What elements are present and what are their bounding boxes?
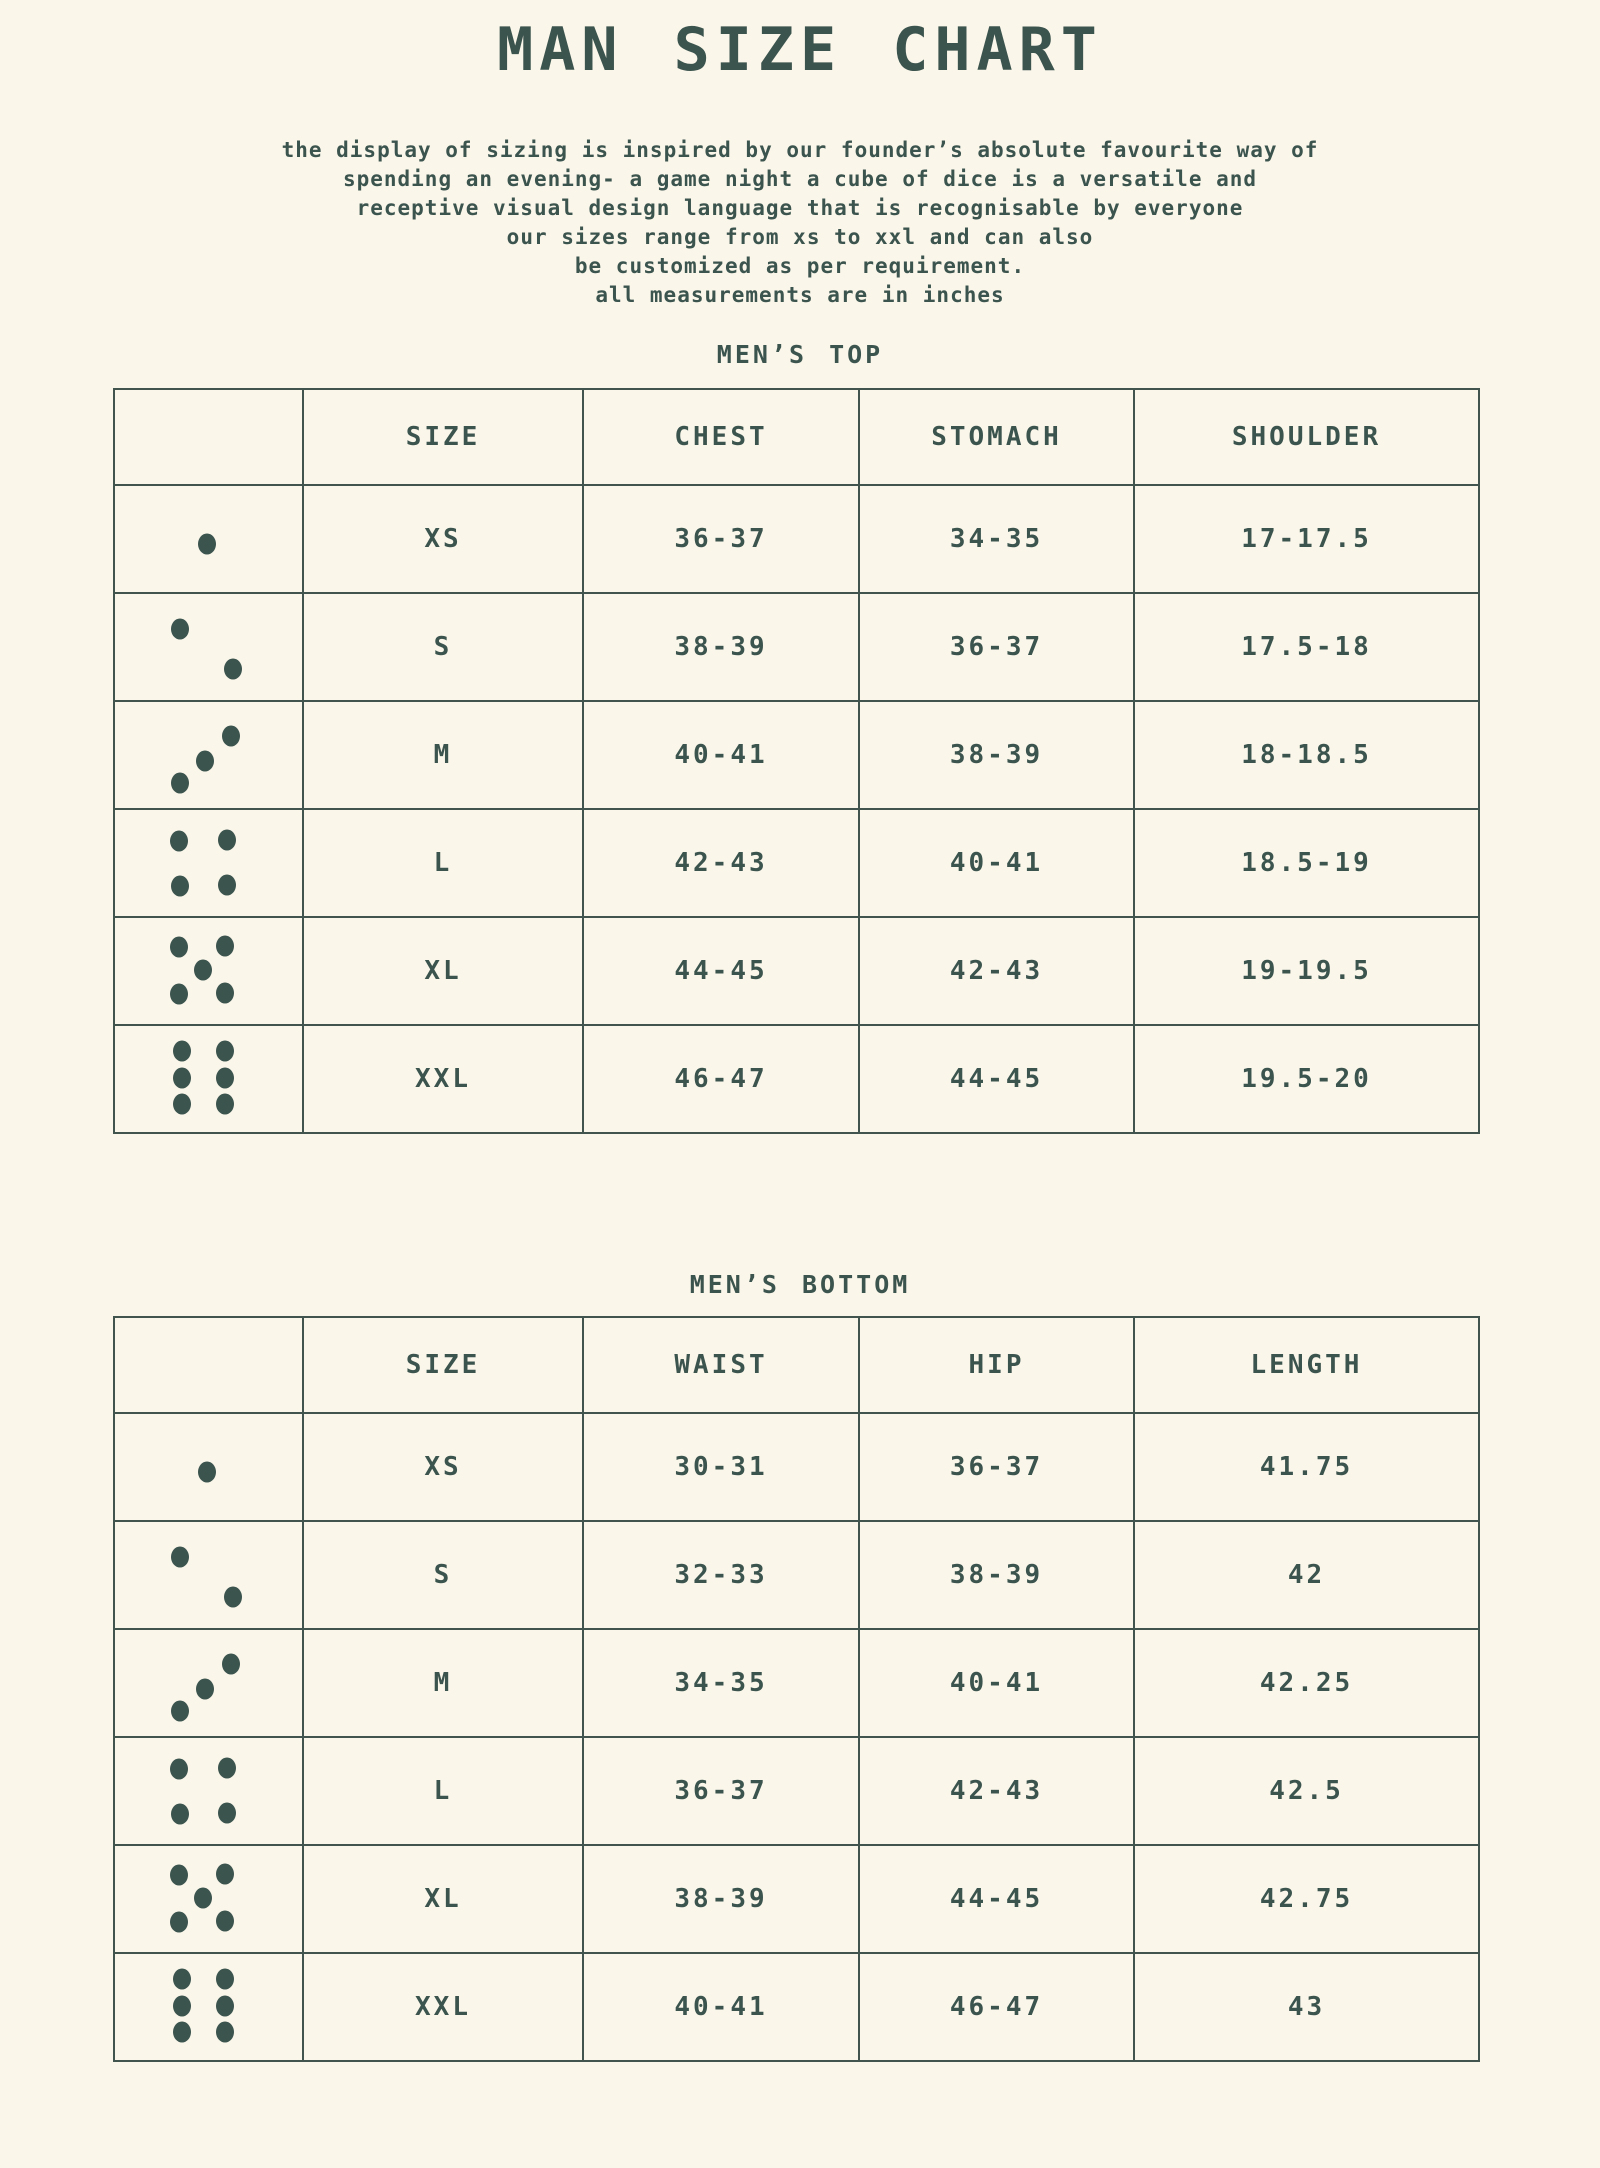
column-header-hip: HIP	[859, 1317, 1134, 1413]
value-cell: 44-45	[583, 917, 859, 1025]
table-heading: MEN’S BOTTOM	[689, 1270, 911, 1299]
table-row-xl	[114, 1845, 1479, 1953]
value-cell: 38-39	[859, 701, 1134, 809]
table-row-m	[114, 701, 1479, 809]
value-cell: 36-37	[583, 1737, 859, 1845]
intro-line: all measurements are in inches	[595, 283, 1005, 307]
dice-4-icon	[115, 810, 302, 916]
value-cell: 43	[1134, 1953, 1479, 2061]
value-cell: 19-19.5	[1134, 917, 1479, 1025]
value-cell: 42.75	[1134, 1845, 1479, 1953]
dice-dot	[216, 1995, 234, 2016]
dice-dot	[194, 1887, 212, 1908]
dice-3-icon	[115, 702, 302, 808]
dice-dot	[173, 2022, 191, 2043]
value-cell: 42.5	[1134, 1737, 1479, 1845]
dice-dot	[198, 534, 216, 555]
dice-dot	[224, 659, 242, 680]
table-row-l	[114, 809, 1479, 917]
dice-cell	[114, 1737, 303, 1845]
table-row-xl	[114, 917, 1479, 1025]
value-cell: 18-18.5	[1134, 701, 1479, 809]
size-cell: L	[303, 809, 583, 917]
dice-cell	[114, 485, 303, 593]
size-cell: XL	[303, 1845, 583, 1953]
dice-dot	[171, 1546, 189, 1567]
dice-dot	[171, 1700, 189, 1721]
dice-1-icon	[115, 486, 302, 592]
dice-2-icon	[115, 1522, 302, 1628]
table-row-s	[114, 1521, 1479, 1629]
dice-cell	[114, 701, 303, 809]
dice-dot	[194, 959, 212, 980]
dice-dot	[171, 876, 189, 897]
dice-cell	[114, 1629, 303, 1737]
table-row-l	[114, 1737, 1479, 1845]
dice-dot	[224, 1587, 242, 1608]
dice-dot	[173, 1995, 191, 2016]
value-cell: 18.5-19	[1134, 809, 1479, 917]
value-cell: 34-35	[859, 485, 1134, 593]
dice-4-icon	[115, 1738, 302, 1844]
value-cell: 42.25	[1134, 1629, 1479, 1737]
dice-dot	[216, 1911, 234, 1932]
value-cell: 42-43	[859, 917, 1134, 1025]
table-row-m	[114, 1629, 1479, 1737]
value-cell: 46-47	[859, 1953, 1134, 2061]
dice-dot	[173, 1094, 191, 1115]
dice-cell	[114, 917, 303, 1025]
value-cell: 19.5-20	[1134, 1025, 1479, 1133]
dice-dot	[218, 1803, 236, 1824]
intro-line: spending an evening- a game night a cube of dice is a versatile and	[342, 167, 1258, 191]
value-cell: 34-35	[583, 1629, 859, 1737]
value-cell: 30-31	[583, 1413, 859, 1521]
size-cell: XL	[303, 917, 583, 1025]
dice-dot	[222, 725, 240, 746]
value-cell: 44-45	[859, 1025, 1134, 1133]
value-cell: 40-41	[859, 1629, 1134, 1737]
dice-dot	[216, 1863, 234, 1884]
dice-6-icon	[115, 1954, 302, 2060]
size-cell: S	[303, 593, 583, 701]
dice-dot	[170, 984, 188, 1005]
value-cell: 36-37	[583, 485, 859, 593]
value-cell: 40-41	[583, 701, 859, 809]
value-cell: 17-17.5	[1134, 485, 1479, 593]
size-table	[113, 388, 1480, 1134]
size-cell: S	[303, 1521, 583, 1629]
dice-cell	[114, 593, 303, 701]
value-cell: 38-39	[583, 593, 859, 701]
header-row	[114, 389, 1479, 485]
value-cell: 38-39	[859, 1521, 1134, 1629]
table-row-xxl	[114, 1025, 1479, 1133]
value-cell: 40-41	[859, 809, 1134, 917]
dice-cell	[114, 1521, 303, 1629]
value-cell: 44-45	[859, 1845, 1134, 1953]
value-cell: 42-43	[859, 1737, 1134, 1845]
table-row-xxl	[114, 1953, 1479, 2061]
size-cell: M	[303, 701, 583, 809]
page-title: MAN SIZE CHART	[497, 15, 1103, 85]
dice-dot	[216, 1969, 234, 1990]
dice-dot	[198, 1462, 216, 1483]
table-row-xs	[114, 1413, 1479, 1521]
dice-5-icon	[115, 918, 302, 1024]
table-row-s	[114, 593, 1479, 701]
dice-dot	[196, 751, 214, 772]
size-table	[113, 1316, 1480, 2062]
size-tables-container	[0, 340, 1600, 2062]
dice-dot	[170, 936, 188, 957]
value-cell: 42	[1134, 1521, 1479, 1629]
dice-cell	[114, 1845, 303, 1953]
dice-dot	[216, 1067, 234, 1088]
table-section	[0, 1270, 1600, 2062]
intro-line: our sizes range from xs to xxl and can also	[506, 225, 1094, 249]
column-header-dice	[114, 1317, 303, 1413]
column-header-chest: CHEST	[583, 389, 859, 485]
value-cell: 32-33	[583, 1521, 859, 1629]
dice-dot	[218, 875, 236, 896]
header-row	[114, 1317, 1479, 1413]
size-cell: XXL	[303, 1025, 583, 1133]
size-cell: XS	[303, 1413, 583, 1521]
intro-line: receptive visual design language that is recognisable by everyone	[356, 196, 1244, 220]
dice-cell	[114, 1953, 303, 2061]
table-row-xs	[114, 485, 1479, 593]
dice-dot	[170, 830, 188, 851]
value-cell: 40-41	[583, 1953, 859, 2061]
dice-dot	[216, 983, 234, 1004]
dice-2-icon	[115, 594, 302, 700]
dice-cell	[114, 1413, 303, 1521]
dice-dot	[216, 2022, 234, 2043]
size-cell: XS	[303, 485, 583, 593]
value-cell: 17.5-18	[1134, 593, 1479, 701]
dice-dot	[218, 829, 236, 850]
column-header-shoulder: SHOULDER	[1134, 389, 1479, 485]
column-header-stomach: STOMACH	[859, 389, 1134, 485]
intro-line: be customized as per requirement.	[574, 254, 1026, 278]
table-heading: MEN’S TOP	[716, 340, 884, 369]
dice-dot	[171, 618, 189, 639]
dice-dot	[222, 1653, 240, 1674]
dice-dot	[218, 1757, 236, 1778]
table-section	[0, 340, 1600, 1134]
dice-dot	[171, 1804, 189, 1825]
dice-dot	[216, 1041, 234, 1062]
intro-text	[0, 136, 1600, 310]
value-cell: 36-37	[859, 593, 1134, 701]
dice-dot	[170, 1758, 188, 1779]
dice-3-icon	[115, 1630, 302, 1736]
value-cell: 41.75	[1134, 1413, 1479, 1521]
dice-dot	[171, 772, 189, 793]
dice-1-icon	[115, 1414, 302, 1520]
column-header-dice	[114, 389, 303, 485]
dice-dot	[216, 1094, 234, 1115]
dice-dot	[170, 1912, 188, 1933]
dice-cell	[114, 809, 303, 917]
dice-dot	[173, 1067, 191, 1088]
dice-6-icon	[115, 1026, 302, 1132]
column-header-size: SIZE	[303, 389, 583, 485]
size-cell: XXL	[303, 1953, 583, 2061]
column-header-length: LENGTH	[1134, 1317, 1479, 1413]
size-cell: L	[303, 1737, 583, 1845]
intro-line: the display of sizing is inspired by our founder’s absolute favourite way of	[281, 138, 1319, 162]
value-cell: 46-47	[583, 1025, 859, 1133]
value-cell: 42-43	[583, 809, 859, 917]
size-cell: M	[303, 1629, 583, 1737]
column-header-waist: WAIST	[583, 1317, 859, 1413]
dice-dot	[170, 1864, 188, 1885]
column-header-size: SIZE	[303, 1317, 583, 1413]
dice-dot	[216, 935, 234, 956]
dice-5-icon	[115, 1846, 302, 1952]
value-cell: 38-39	[583, 1845, 859, 1953]
dice-dot	[196, 1679, 214, 1700]
dice-dot	[173, 1969, 191, 1990]
dice-dot	[173, 1041, 191, 1062]
value-cell: 36-37	[859, 1413, 1134, 1521]
dice-cell	[114, 1025, 303, 1133]
